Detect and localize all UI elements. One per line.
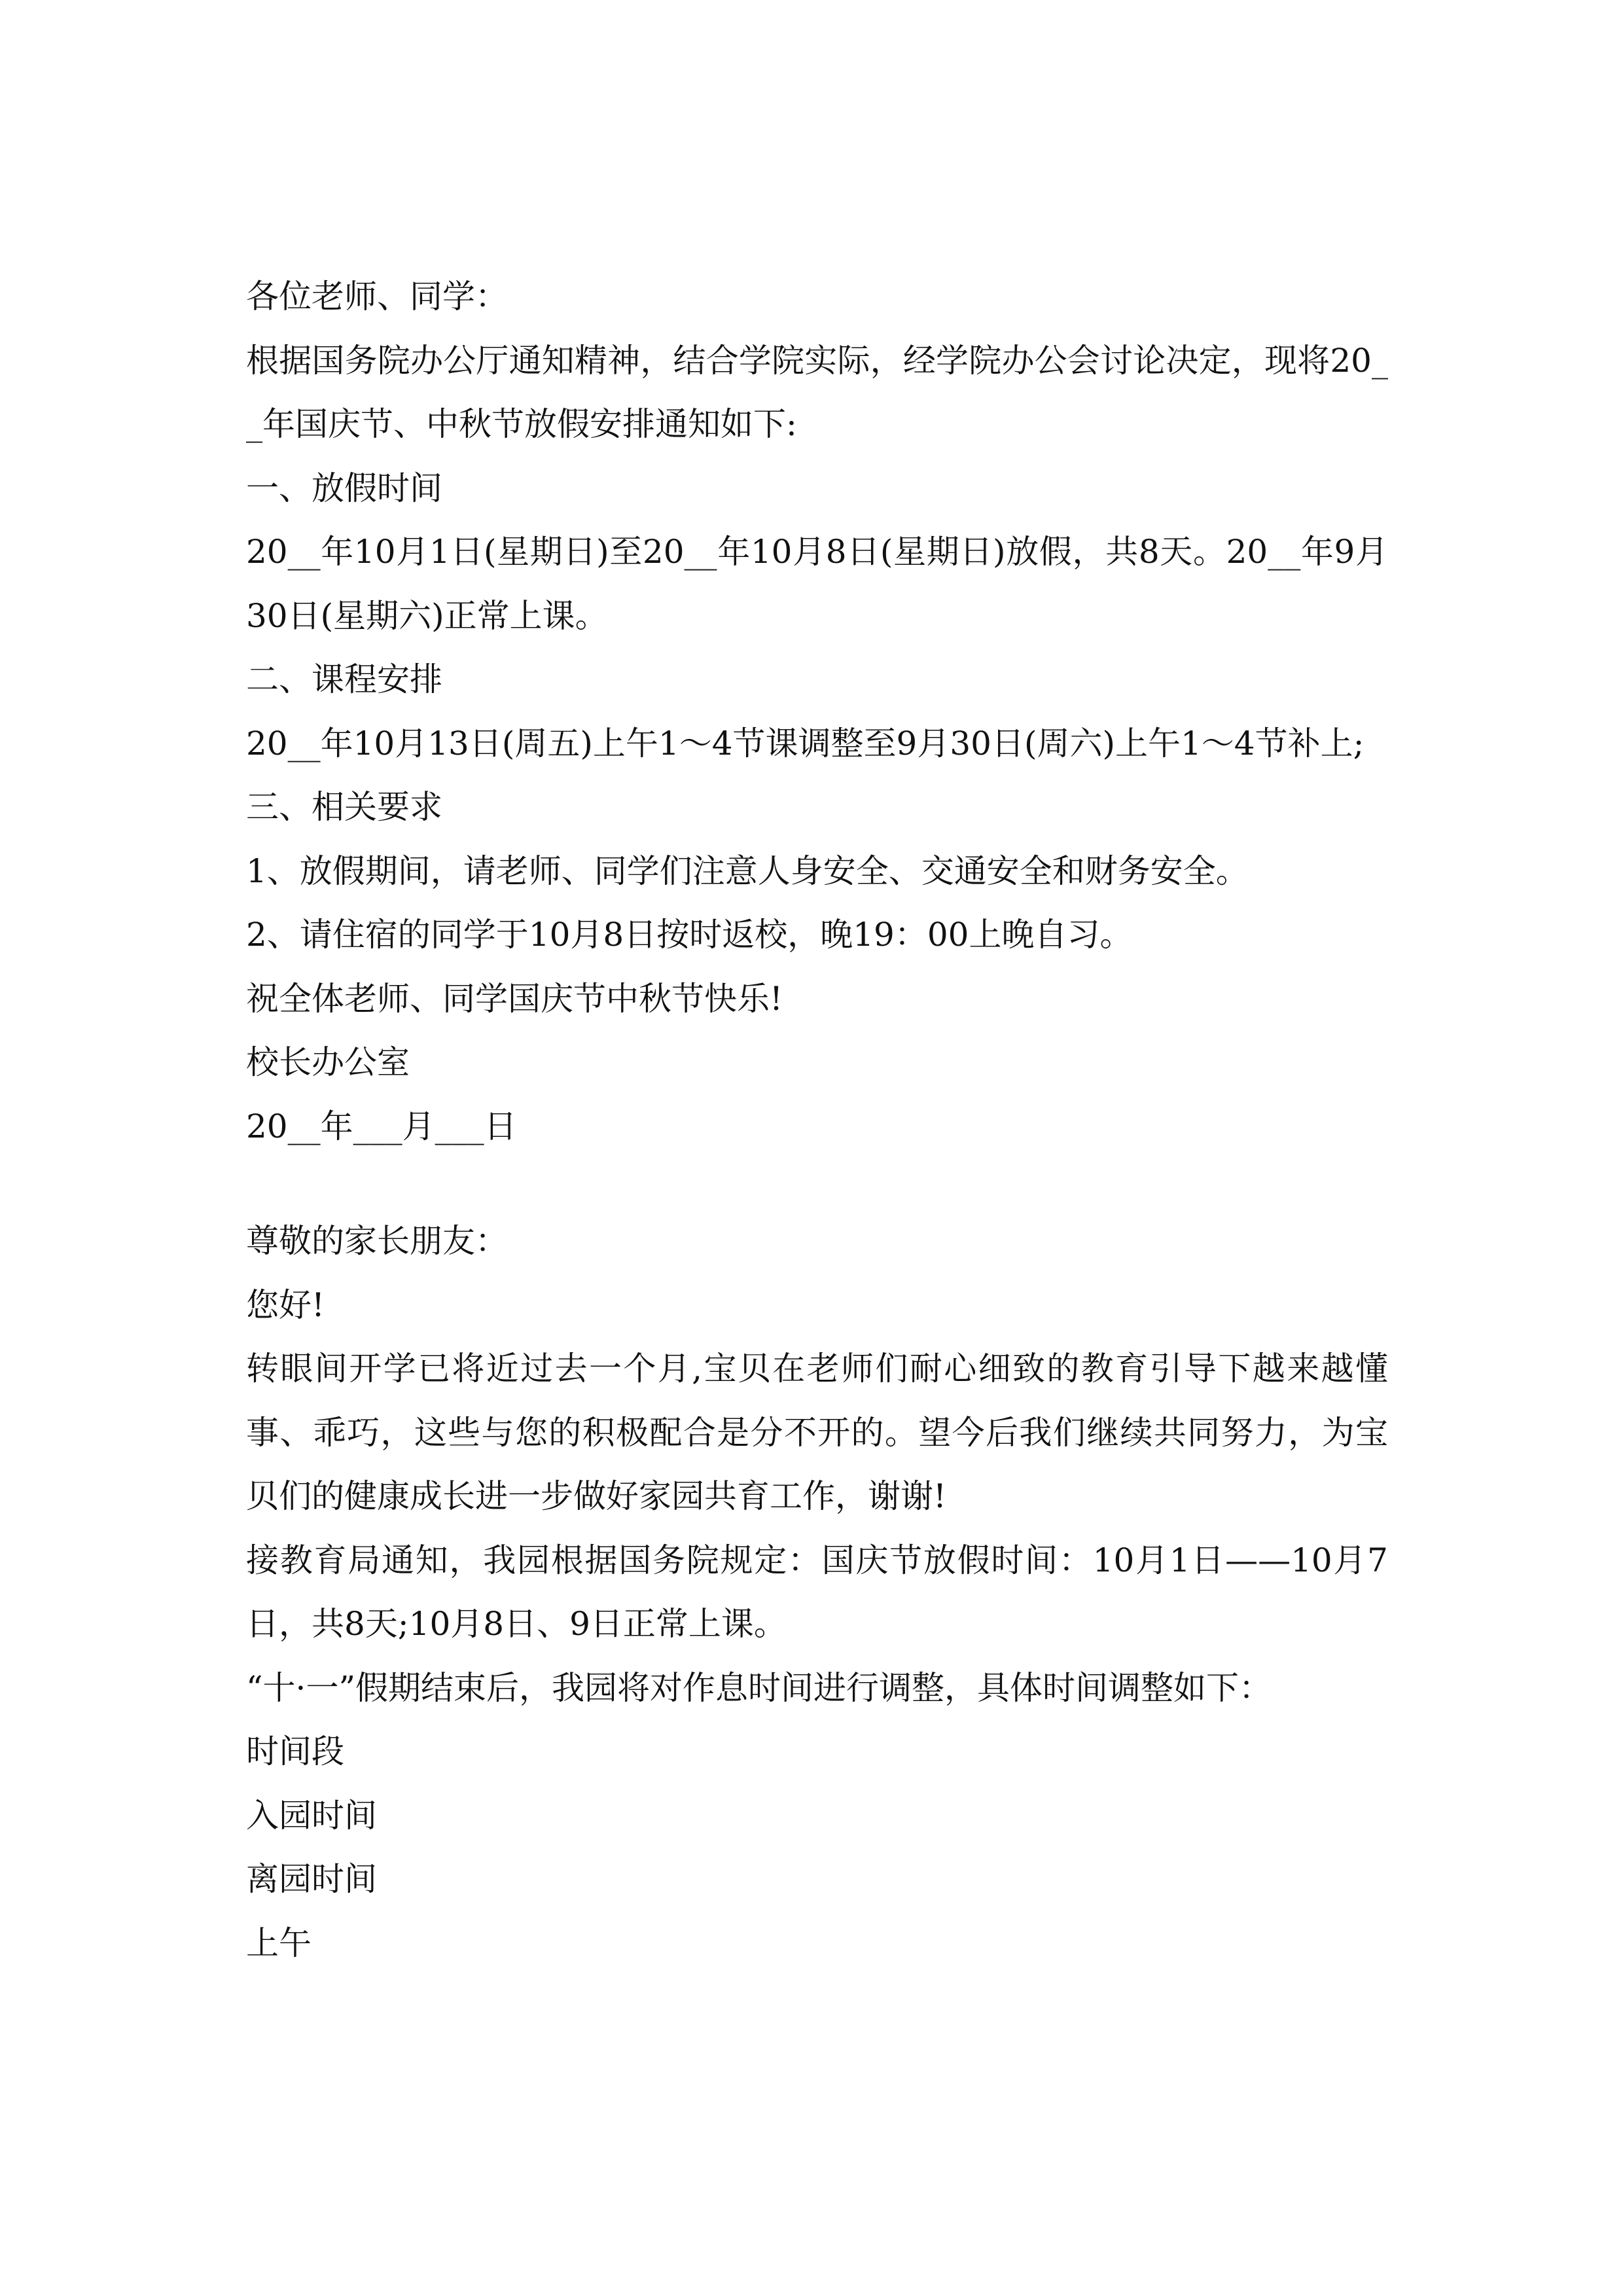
requirement-item-1: 1、放假期间，请老师、同学们注意人身安全、交通安全和财务安全。: [246, 852, 1249, 890]
wishes-line: 祝全体老师、同学国庆节中秋节快乐!: [246, 979, 783, 1018]
section-title-requirements: 三、相关要求: [246, 788, 442, 826]
section-gap: [246, 1158, 1388, 1210]
schedule-row-morning: 上午: [246, 1924, 312, 1962]
schedule-header: 时间段: [246, 1732, 344, 1770]
intro-paragraph: 根据国务院办公厅通知精神，结合学院实际，经学院办公会讨论决定，现将20__年国庆节、中秋节放假安排通知如下:: [246, 341, 1388, 443]
holiday-time-paragraph: 20__年10月1日(星期日)至20__年10月8日(星期日)放假，共8天。20__年9月30日(星期六)正常上课。: [246, 533, 1388, 635]
parent-greeting: 尊敬的家长朋友：: [246, 1222, 508, 1260]
parent-paragraph-2: 接教育局通知，我园根据国务院规定：国庆节放假时间：10月1日——10月7日，共8天;10月8日、9日正常上课。: [246, 1541, 1388, 1643]
signature-line: 校长办公室: [246, 1043, 410, 1081]
date-line: 20__年___月___日: [246, 1107, 517, 1145]
parent-paragraph-3: “十·一”假期结束后，我园将对作息时间进行调整，具体时间调整如下：: [246, 1668, 1272, 1707]
hello-line: 您好!: [246, 1285, 325, 1324]
greeting: 各位老师、同学：: [246, 278, 508, 315]
requirement-item-2: 2、请住宿的同学于10月8日按时返校，晚19：00上晚自习。: [246, 916, 1133, 954]
course-arrangement-paragraph: 20__年10月13日(周五)上午1～4节课调整至9月30日(周六)上午1～4节补上;: [246, 724, 1364, 762]
section-title-holiday-time: 一、放假时间: [246, 469, 442, 507]
section-title-course-arrangement: 二、课程安排: [246, 660, 442, 698]
schedule-col-arrival: 入园时间: [246, 1796, 377, 1835]
schedule-col-departure: 离园时间: [246, 1860, 377, 1898]
document-body: [246, 265, 1388, 1975]
parent-paragraph-1: 转眼间开学已将近过去一个月,宝贝在老师们耐心细致的教育引导下越来越懂事、乖巧，这些与您的积极配合是分不开的。望今后我们继续共同努力，为宝贝们的健康成长进一步做好家园共育工作，谢谢!: [246, 1350, 1388, 1515]
